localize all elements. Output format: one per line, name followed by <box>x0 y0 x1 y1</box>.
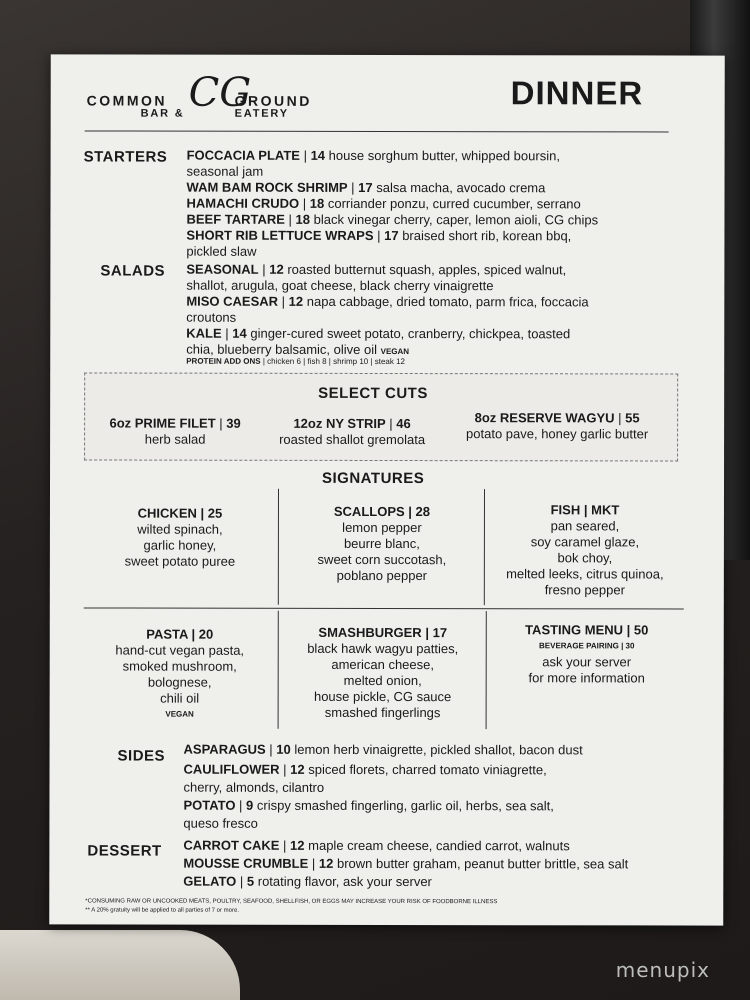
signature-scallops: SCALLOPS | 28 lemon pepper beurre blanc, sweet corn succotash, poblano pepper <box>317 503 447 584</box>
cut-item: 6oz PRIME FILET | 39 herb salad <box>109 415 241 447</box>
dessert-item: MOUSSE CRUMBLE | 12 brown butter graham, peanut butter brittle, sea salt <box>183 855 629 872</box>
cut-item: 8oz RESERVE WAGYU | 55 potato pave, honey garlic butter <box>466 410 649 442</box>
starter-item: BEEF TARTARE | 18 black vinegar cherry, caper, lemon aioli, CG chips <box>186 211 599 228</box>
logo-common: COMMON <box>86 92 168 109</box>
side-item: CAULIFLOWER | 12 spiced florets, charred tomato viniagrette, <box>183 761 547 778</box>
dessert-item: CARROT CAKE | 12 maple cream cheese, candied carrot, walnuts <box>183 837 570 854</box>
starter-item: WAM BAM ROCK SHRIMP | 17 salsa macha, avocado crema <box>186 179 546 196</box>
signature-fish: FISH | MKT pan seared, soy caramel glaze, bok choy, melted leeks, citrus quinoa, fresno pepper <box>506 502 664 598</box>
side-item: ASPARAGUS | 10 lemon herb vinaigrette, pickled shallot, bacon dust <box>183 741 583 758</box>
napkin <box>0 930 240 1000</box>
side-item: POTATO | 9 crispy smashed fingerling, garlic oil, herbs, sea salt, <box>183 797 554 814</box>
header-rule <box>85 130 669 132</box>
dessert-heading: DESSERT <box>87 842 162 860</box>
signatures-heading: SIGNATURES <box>322 469 425 488</box>
starter-item: HAMACHI CRUDO | 18 corriander ponzu, curred cucumber, serrano <box>186 195 581 212</box>
salad-item: SEASONAL | 12 roasted butternut squash, apples, spiced walnut, <box>186 261 567 278</box>
divider <box>278 611 279 729</box>
salads-heading: SALADS <box>100 262 166 280</box>
select-cuts-heading: SELECT CUTS <box>318 384 428 403</box>
menu-sheet <box>49 54 725 925</box>
salad-item-cont: croutons <box>186 309 237 325</box>
starters-heading: STARTERS <box>83 148 168 166</box>
side-item-cont: queso fresco <box>183 815 258 831</box>
signature-tasting-menu: TASTING MENU | 50 BEVERAGE PAIRING | 30 ask your server for more information <box>525 622 649 686</box>
starter-item: SHORT RIB LETTUCE WRAPS | 17 braised short rib, korean bbq, <box>186 227 572 244</box>
protein-addons: PROTEIN ADD ONS | chicken 6 | fish 8 | shrimp 10 | steak 12 <box>186 356 405 367</box>
logo-bar: BAR & <box>140 107 185 120</box>
gratuity-note: ** A 20% gratuity will be applied to all parties of 7 or more. <box>85 907 240 914</box>
signature-chicken: CHICKEN | 25 wilted spinach, garlic honey, sweet potato puree <box>124 505 236 569</box>
starter-item: FOCCACIA PLATE | 14 house sorghum butter, whipped boursin, <box>186 147 560 164</box>
cut-item: 12oz NY STRIP | 46 roasted shallot gremolata <box>279 415 426 448</box>
divider <box>278 489 279 605</box>
signature-rule <box>84 607 684 609</box>
signature-smashburger: SMASHBURGER | 17 black hawk wagyu patties, american cheese, melted onion, house pickle, CG sauce smashed fingerlings <box>307 624 459 721</box>
salad-item-cont: shallot, arugula, goat cheese, black cherry vinaigrette <box>186 277 494 294</box>
salad-item-cont: chia, blueberry balsamic, olive oil VEGAN <box>186 341 410 357</box>
sides-heading: SIDES <box>117 747 166 765</box>
divider <box>486 611 487 729</box>
logo-eatery: EATERY <box>234 107 289 120</box>
salad-item: MISO CAESAR | 12 napa cabbage, dried tomato, parm frica, foccacia <box>186 293 589 310</box>
page-title: DINNER <box>510 74 644 112</box>
divider <box>484 489 485 605</box>
foodborne-disclaimer: *CONSUMING RAW OR UNCOOKED MEATS, POULTRY, SEAFOOD, SHELLFISH, OR EGGS MAY INCREASE YOUR RISK OF FOODBORNE ILLNESS <box>85 898 498 906</box>
starter-item-cont: seasonal jam <box>186 163 264 179</box>
watermark: menupix <box>615 958 710 982</box>
signature-pasta: PASTA | 20 hand-cut vegan pasta, smoked mushroom, bolognese, chili oil VEGAN <box>115 626 245 719</box>
starter-item-cont: pickled slaw <box>186 243 257 259</box>
salad-item: KALE | 14 ginger-cured sweet potato, cranberry, chickpea, toasted <box>186 325 571 342</box>
logo-ground: GROUND <box>234 92 312 109</box>
side-item-cont: cherry, almonds, cilantro <box>183 779 325 795</box>
logo-monogram: CG <box>188 69 252 116</box>
dessert-item: GELATO | 5 rotating flavor, ask your server <box>183 873 432 890</box>
